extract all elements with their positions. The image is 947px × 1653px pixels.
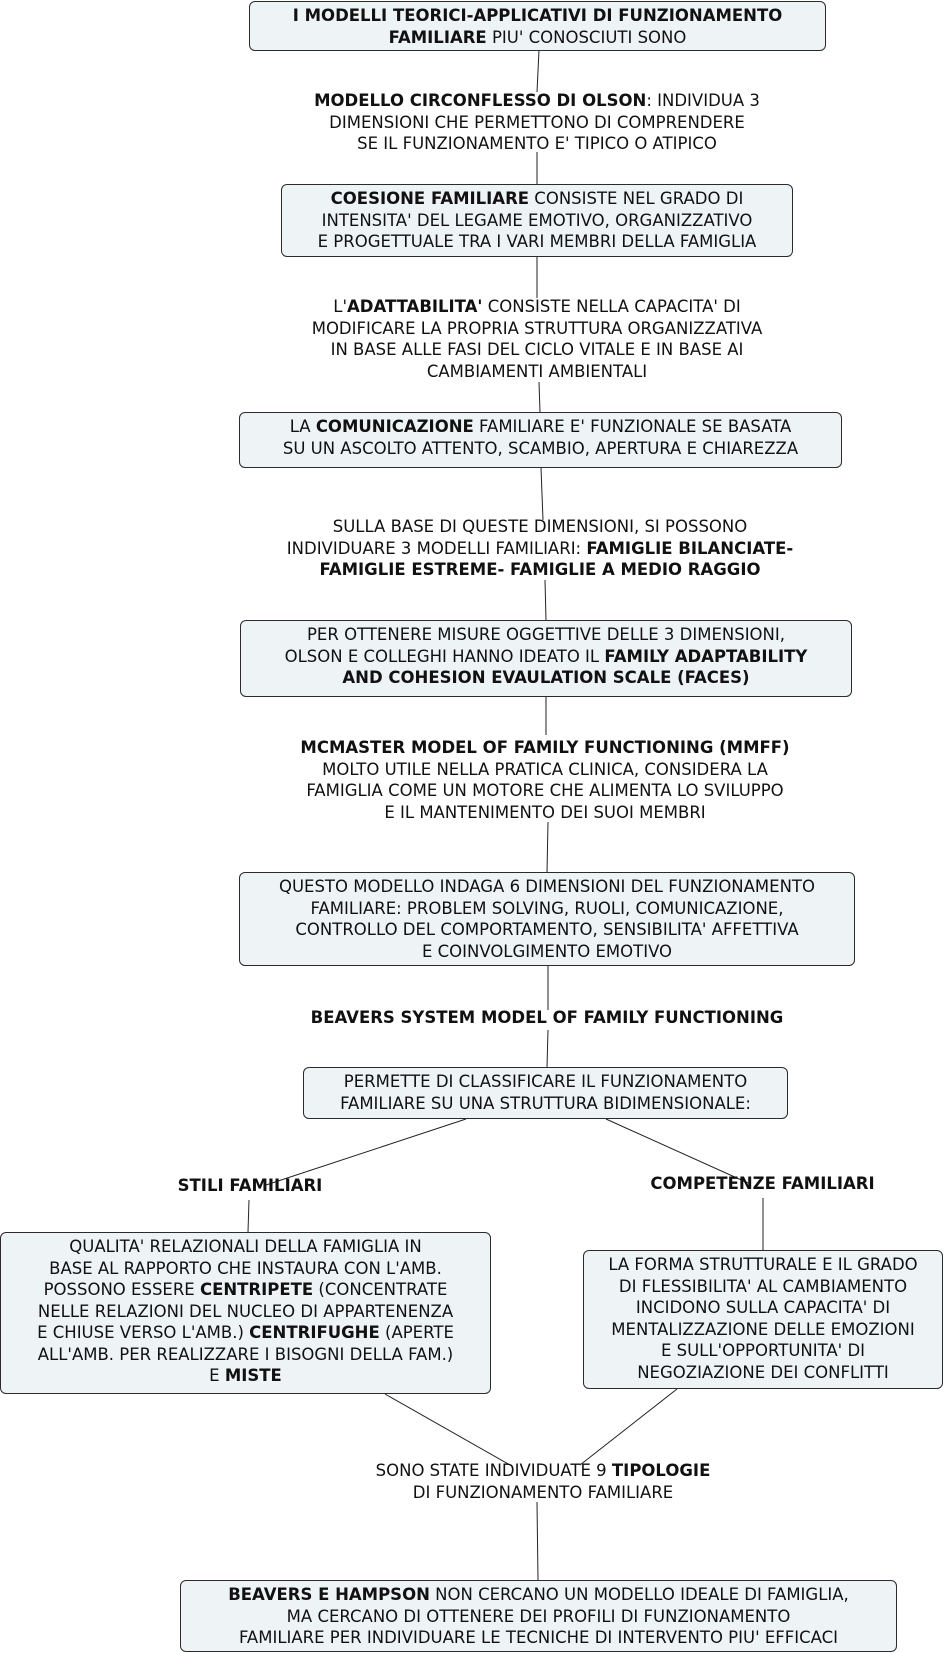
competenze-descrizione-box[interactable] [583, 1250, 943, 1389]
text-run: E COINVOLGIMENTO EMOTIVO [421, 941, 673, 961]
text-run: E SULL'OPPORTUNITA' DI [660, 1341, 866, 1360]
struttura-bidimensionale-box[interactable] [303, 1067, 788, 1119]
beavers-model-label[interactable] [247, 1007, 847, 1031]
text-run: FAMILIARE: PROBLEM SOLVING, RUOLI, COMUNICAZIONE, [310, 898, 784, 918]
struttura-bidimensionale-box-line [308, 1093, 783, 1115]
text-run: LA FORMA STRUTTURALE E IL GRADO [608, 1255, 918, 1274]
text-run: POSSONO ESSERE [43, 1280, 200, 1299]
connector [537, 50, 539, 92]
text-run: MODIFICARE LA PROPRIA STRUTTURA ORGANIZZATIVA [311, 318, 763, 338]
text-run: : INDIVIDUA 3 [646, 91, 760, 110]
competenze-descrizione-box-line [588, 1340, 938, 1362]
text-run: MOLTO UTILE NELLA PRATICA CLINICA, CONSIDERA LA [322, 759, 768, 779]
text-run: NELLE RELAZIONI DEL NUCLEO DI APPARTENENZA [37, 1301, 454, 1321]
bold-text: MISTE [224, 1366, 282, 1385]
connector [539, 382, 540, 412]
olson-model-label-line [262, 112, 812, 134]
mcmaster-model-label-line [255, 759, 835, 781]
competenze-descrizione-box-line [588, 1276, 938, 1298]
bold-text: FAMILY ADAPTABILITY [604, 646, 808, 666]
mcmaster-model-label-line [255, 802, 835, 824]
connector [545, 580, 546, 620]
modelli-familiari-label[interactable] [225, 516, 855, 582]
text-run: DI FLESSIBILITA' AL CAMBIAMENTO [618, 1276, 908, 1296]
text-run: QUALITA' RELAZIONALI DELLA FAMIGLIA IN [69, 1237, 422, 1256]
faces-box-line [245, 667, 847, 689]
bold-text: I MODELLI TEORICI-APPLICATIVI DI FUNZIONAMENTO [292, 6, 783, 25]
mcmaster-model-label-line [255, 780, 835, 802]
text-run: E CHIUSE VERSO L'AMB.) [37, 1323, 250, 1342]
text-run: E IL MANTENIMENTO DEI SUOI MEMBRI [384, 802, 706, 822]
text-run: PERMETTE DI CLASSIFICARE IL FUNZIONAMENTO [343, 1072, 748, 1091]
beavers-hampson-box[interactable] [180, 1580, 897, 1652]
bold-text: COMPETENZE FAMILIARI [650, 1174, 875, 1193]
text-run: SU UN ASCOLTO ATTENTO, SCAMBIO, APERTURA E CHIAREZZA [282, 438, 799, 458]
adattabilita-label[interactable] [262, 296, 812, 384]
text-run: CAMBIAMENTI AMBIENTALI [426, 361, 648, 381]
text-run: PIU' CONOSCIUTI SONO [486, 27, 687, 47]
text-run: E PROGETTUALE TRA I VARI MEMBRI DELLA FAMIGLIA [317, 232, 757, 251]
comunicazione-box[interactable] [239, 412, 842, 468]
comunicazione-box-line [244, 438, 837, 460]
connector [541, 468, 543, 520]
text-run: FAMILIARE E' FUNZIONALE SE BASATA [473, 417, 792, 436]
competenze-familiari-label-line [630, 1173, 895, 1195]
text-run: INTENSITA' DEL LEGAME EMOTIVO, ORGANIZZATIVO [321, 210, 753, 230]
modelli-familiari-label-line [225, 538, 855, 560]
text-run: ALL'AMB. PER REALIZZARE I BISOGNI DELLA FAM.) [37, 1344, 454, 1364]
connector [547, 822, 548, 872]
competenze-familiari-label[interactable] [630, 1173, 895, 1197]
text-run: DI FUNZIONAMENTO FAMILIARE [412, 1482, 674, 1502]
modelli-familiari-label-line [225, 559, 855, 581]
olson-model-label-line [262, 90, 812, 112]
bold-text: CENTRIFUGHE [249, 1323, 380, 1342]
text-run: CONSISTE NEL GRADO DI [529, 189, 744, 208]
tipologie-label-line [303, 1482, 783, 1504]
bold-text: MCMASTER MODEL OF FAMILY FUNCTIONING (MMFF) [300, 738, 790, 757]
sei-dimensioni-box-line [244, 919, 850, 941]
comunicazione-box-line [244, 416, 837, 438]
stili-descrizione-box-line [5, 1258, 486, 1280]
sei-dimensioni-box-line [244, 898, 850, 920]
stili-descrizione-box[interactable] [0, 1232, 491, 1394]
text-run: E [209, 1366, 225, 1385]
modelli-familiari-label-line [225, 516, 855, 538]
text-run: MA CERCANO DI OTTENERE DEI PROFILI DI FUNZIONAMENTO [286, 1606, 791, 1626]
competenze-descrizione-box-line [588, 1319, 938, 1341]
text-run: MENTALIZZAZIONE DELLE EMOZIONI [611, 1319, 915, 1339]
text-run: SULLA BASE DI QUESTE DIMENSIONI, SI POSSONO [332, 517, 748, 536]
root-concept-line [254, 27, 821, 49]
struttura-bidimensionale-box-line [308, 1071, 783, 1093]
beavers-model-label-line [247, 1007, 847, 1029]
adattabilita-label-line [262, 339, 812, 361]
faces-box-line [245, 624, 847, 646]
text-run: NON CERCANO UN MODELLO IDEALE DI FAMIGLIA, [429, 1585, 849, 1604]
beavers-hampson-box-line [185, 1627, 892, 1649]
text-run: FAMILIARE SU UNA STRUTTURA BIDIMENSIONALE: [340, 1093, 751, 1113]
bold-text: TIPOLOGIE [611, 1461, 711, 1480]
competenze-descrizione-box-line [588, 1254, 938, 1276]
text-run: OLSON E COLLEGHI HANNO IDEATO IL [284, 646, 605, 666]
connector [537, 1502, 538, 1580]
coesione-familiare-box[interactable] [281, 184, 793, 257]
stili-familiari-label-line [150, 1175, 350, 1197]
connector [385, 1394, 510, 1465]
bold-text: ADATTABILITA' [346, 297, 483, 316]
adattabilita-label-line [262, 318, 812, 340]
bold-text: COESIONE FAMILIARE [330, 189, 530, 208]
tipologie-label-line [303, 1460, 783, 1482]
stili-descrizione-box-line [5, 1236, 486, 1258]
text-run: BASE AL RAPPORTO CHE INSTAURA CON L'AMB. [49, 1258, 442, 1278]
faces-box-line [245, 646, 847, 668]
beavers-hampson-box-line [185, 1606, 892, 1628]
mcmaster-model-label-line [255, 737, 835, 759]
text-run: NEGOZIAZIONE DEI CONFLITTI [637, 1362, 889, 1382]
olson-model-label[interactable] [262, 90, 812, 154]
bold-text: FAMIGLIE BILANCIATE- [586, 538, 794, 558]
sei-dimensioni-box-line [244, 876, 850, 898]
text-run: INCIDONO SULLA CAPACITA' DI [635, 1298, 891, 1317]
bold-text: STILI FAMILIARI [177, 1176, 323, 1195]
competenze-descrizione-box-line [588, 1362, 938, 1384]
text-run: FAMIGLIA COME UN MOTORE CHE ALIMENTA LO SVILUPPO [306, 781, 784, 800]
text-run: INDIVIDUARE 3 MODELLI FAMILIARI: [286, 538, 587, 558]
stili-descrizione-box-line [5, 1279, 486, 1301]
sei-dimensioni-box-line [244, 941, 850, 963]
text-run: DIMENSIONI CHE PERMETTONO DI COMPRENDERE [329, 112, 745, 132]
text-run: LA [289, 417, 316, 436]
stili-familiari-label[interactable] [150, 1175, 350, 1199]
bold-text: MODELLO CIRCONFLESSO DI OLSON [314, 91, 647, 110]
faces-box[interactable] [240, 620, 852, 697]
root-concept-box[interactable] [249, 1, 826, 51]
text-run: PER OTTENERE MISURE OGGETTIVE DELLE 3 DIMENSIONI, [306, 625, 786, 644]
competenze-descrizione-box-line [588, 1297, 938, 1319]
text-run: CONSISTE NELLA CAPACITA' DI [482, 297, 741, 316]
stili-descrizione-box-line [5, 1344, 486, 1366]
mcmaster-model-label[interactable] [255, 737, 835, 825]
bold-text: BEAVERS SYSTEM MODEL OF FAMILY FUNCTIONING [310, 1008, 784, 1027]
coesione-familiare-box-line [286, 210, 788, 232]
adattabilita-label-line [262, 296, 812, 318]
connector [248, 1200, 249, 1232]
stili-descrizione-box-line [5, 1301, 486, 1323]
text-run: QUESTO MODELLO INDAGA 6 DIMENSIONI DEL FUNZIONAMENTO [278, 877, 816, 896]
text-run: (APERTE [379, 1323, 454, 1342]
root-concept-line [254, 5, 821, 27]
bold-text: BEAVERS E HAMPSON [228, 1585, 430, 1604]
text-run: (CONCENTRATE [313, 1280, 448, 1299]
stili-descrizione-box-line [5, 1322, 486, 1344]
bold-text: AND COHESION EVAULATION SCALE (FACES) [342, 668, 750, 687]
coesione-familiare-box-line [286, 188, 788, 210]
tipologie-label[interactable] [303, 1460, 783, 1504]
bold-text: FAMILIARE [388, 27, 487, 47]
sei-dimensioni-box[interactable] [239, 872, 855, 966]
bold-text: FAMIGLIE ESTREME- FAMIGLIE A MEDIO RAGGIO [319, 560, 761, 579]
text-run: CONTROLLO DEL COMPORTAMENTO, SENSIBILITA' AFFETTIVA [295, 920, 799, 939]
connector [547, 1030, 548, 1067]
bold-text: CENTRIPETE [199, 1280, 314, 1299]
stili-descrizione-box-line [5, 1365, 486, 1387]
text-run: SONO STATE INDIVIDUATE 9 [375, 1461, 612, 1480]
beavers-hampson-box-line [185, 1584, 892, 1606]
olson-model-label-line [262, 133, 812, 155]
text-run: L' [333, 297, 347, 316]
text-run: FAMILIARE PER INDIVIDUARE LE TECNICHE DI INTERVENTO PIU' EFFICACI [238, 1628, 839, 1647]
adattabilita-label-line [262, 361, 812, 383]
text-run: SE IL FUNZIONAMENTO E' TIPICO O ATIPICO [357, 134, 717, 153]
connector [580, 1389, 677, 1465]
text-run: IN BASE ALLE FASI DEL CICLO VITALE E IN BASE AI [330, 340, 744, 359]
coesione-familiare-box-line [286, 231, 788, 253]
bold-text: COMUNICAZIONE [315, 417, 474, 436]
